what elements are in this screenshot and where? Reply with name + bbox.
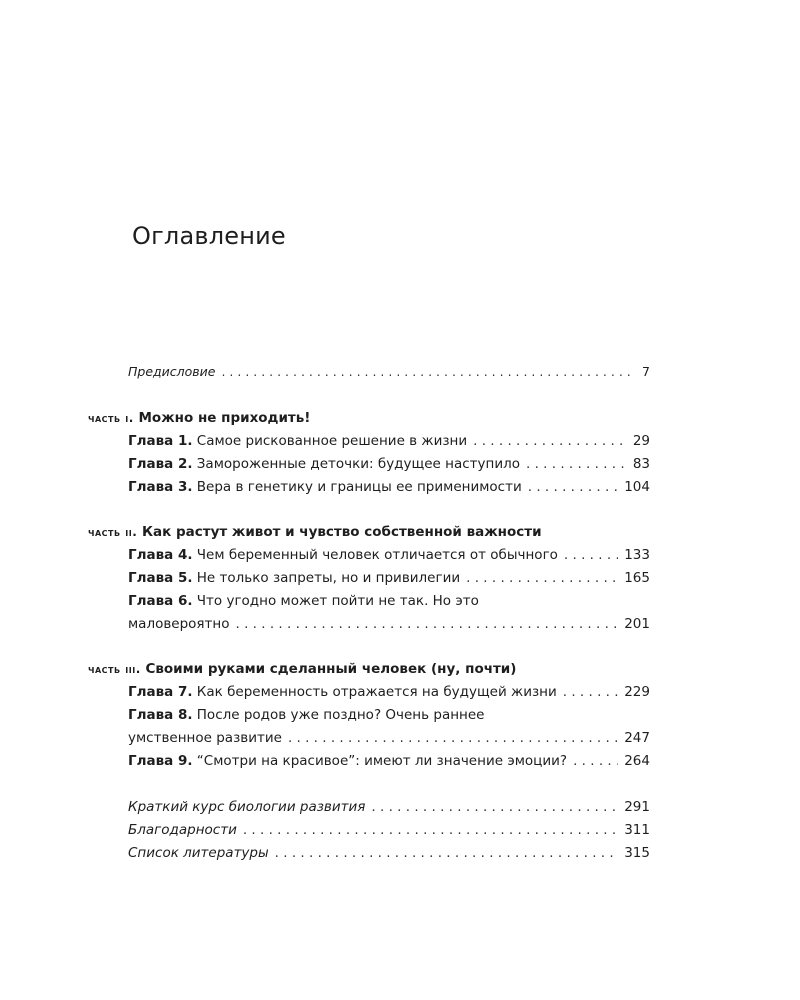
chapter-prefix: Глава 9. xyxy=(128,753,193,769)
toc-entry-chapter-6[interactable] xyxy=(128,591,650,611)
toc-entry-chapter-2[interactable] xyxy=(128,454,650,474)
toc-entry-chapter-9[interactable] xyxy=(128,751,650,771)
toc-entry-chapter-8[interactable] xyxy=(128,705,650,725)
dot-leader xyxy=(275,843,619,863)
toc-entry-label: Благодарности xyxy=(128,822,237,838)
part-label: часть iii. xyxy=(88,662,141,676)
toc-page-number: 83 xyxy=(632,456,650,472)
dot-leader xyxy=(236,614,619,634)
chapter-prefix: Глава 4. xyxy=(128,547,193,563)
toc-page-number: 311 xyxy=(624,822,650,838)
toc-entry-back-3[interactable] xyxy=(128,843,650,863)
chapter-title: “Смотри на красивое”: имеют ли значение эмоции? xyxy=(196,753,568,769)
chapter-prefix: Глава 5. xyxy=(128,570,193,586)
chapter-title: Как беременность отражается на будущей жизни xyxy=(196,684,557,700)
chapter-title: Самое рискованное решение в жизни xyxy=(196,433,468,449)
toc-page-number: 29 xyxy=(632,433,650,449)
chapter-title-line-1: После родов уже поздно? Очень раннее xyxy=(196,707,485,723)
toc-page-number: 104 xyxy=(624,479,650,495)
toc-entry-chapter-6-continuation[interactable] xyxy=(128,614,650,634)
chapter-title: Вера в генетику и границы ее применимости xyxy=(196,479,522,495)
toc-page-number: 165 xyxy=(624,570,650,586)
dot-leader xyxy=(466,568,618,588)
dot-leader xyxy=(221,362,636,382)
part-title: Как растут живот и чувство собственной важности xyxy=(141,524,542,540)
toc-page-number: 133 xyxy=(624,547,650,563)
toc-page-number: 229 xyxy=(624,684,650,700)
toc-page-number: 264 xyxy=(624,753,650,769)
toc-entry-chapter-8-continuation[interactable] xyxy=(128,728,650,748)
chapter-prefix: Глава 6. xyxy=(128,593,193,609)
toc-page-number: 7 xyxy=(642,364,650,379)
toc-entry-back-2[interactable] xyxy=(128,820,650,840)
chapter-title-line-2: маловероятно xyxy=(128,616,230,632)
chapter-title-line-2: умственное развитие xyxy=(128,730,282,746)
toc-entry-chapter-5[interactable] xyxy=(128,568,650,588)
page-title: Оглавление xyxy=(132,222,286,250)
chapter-prefix: Глава 1. xyxy=(128,433,193,449)
part-heading-3[interactable] xyxy=(88,659,516,679)
chapter-title-line-1: Что угодно может пойти не так. Но это xyxy=(196,593,479,609)
chapter-prefix: Глава 2. xyxy=(128,456,193,472)
toc-page-number: 291 xyxy=(624,799,650,815)
toc-entry-back-1[interactable] xyxy=(128,797,650,817)
dot-leader xyxy=(473,431,627,451)
toc-entry-chapter-1[interactable] xyxy=(128,431,650,451)
chapter-prefix: Глава 3. xyxy=(128,479,193,495)
toc-page-number: 315 xyxy=(624,845,650,861)
dot-leader xyxy=(243,820,618,840)
toc-entry-label: Предисловие xyxy=(128,364,216,379)
toc-entry-label: Список литературы xyxy=(128,845,269,861)
chapter-title: Замороженные деточки: будущее наступило xyxy=(196,456,520,472)
part-heading-2[interactable] xyxy=(88,522,542,542)
dot-leader xyxy=(528,477,618,497)
toc-entry-chapter-3[interactable] xyxy=(128,477,650,497)
chapter-title: Чем беременный человек отличается от обычного xyxy=(196,547,558,563)
dot-leader xyxy=(526,454,627,474)
toc-page-number: 247 xyxy=(624,730,650,746)
dot-leader xyxy=(563,682,618,702)
toc-entry-chapter-4[interactable] xyxy=(128,545,650,565)
toc-page-number: 201 xyxy=(624,616,650,632)
part-heading-1[interactable] xyxy=(88,408,310,428)
dot-leader xyxy=(371,797,618,817)
dot-leader xyxy=(573,751,618,771)
toc-entry-label: Краткий курс биологии развития xyxy=(128,799,366,815)
chapter-prefix: Глава 7. xyxy=(128,684,193,700)
part-title: Своими руками сделанный человек (ну, почти) xyxy=(145,661,517,677)
toc-entry-chapter-7[interactable] xyxy=(128,682,650,702)
dot-leader xyxy=(564,545,618,565)
dot-leader xyxy=(288,728,618,748)
part-label: часть ii. xyxy=(88,525,138,539)
chapter-title: Не только запреты, но и привилегии xyxy=(196,570,461,586)
part-title: Можно не приходить! xyxy=(138,410,311,426)
part-label: часть i. xyxy=(88,411,134,425)
toc-entry-preface[interactable] xyxy=(128,362,650,382)
chapter-prefix: Глава 8. xyxy=(128,707,193,723)
